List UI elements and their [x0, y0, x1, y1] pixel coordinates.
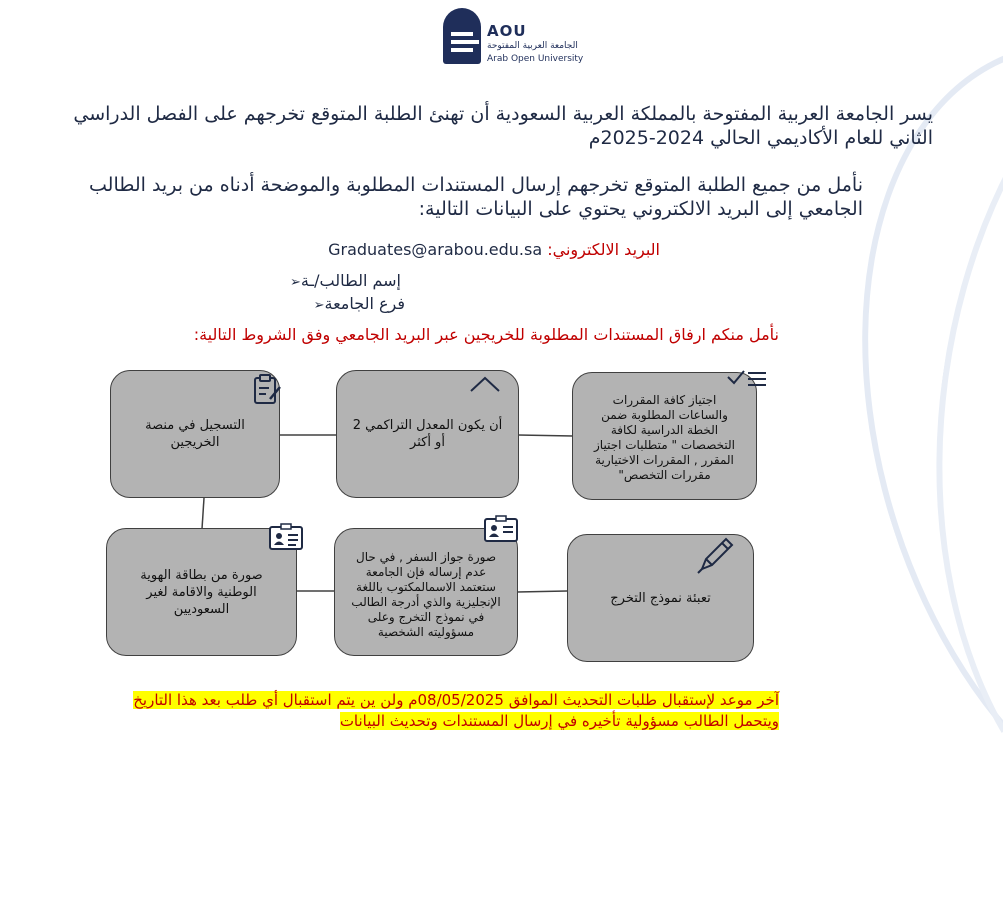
step-box-registration: [110, 370, 280, 498]
deadline-text: آخر موعد لإستقبال طلبات التحديث الموافق 08/05/2025م ولن ين يتم استقبال أي طلب بعد هذا التاريخ ويتحمل الطالب مسؤولية تأخيره في إرسال المستندات وتحديث البيانات: [133, 691, 779, 730]
request-paragraph: نأمل من جميع الطلبة المتوقع تخرجهم إرسال المستندات المطلوبة والموضحة أدناه من بريد الطالب الجامعي إلى البريد الالكتروني يحتوي على البيانات التالية:: [89, 174, 863, 220]
step-box-passport: [334, 528, 518, 656]
step-text: صورة من بطاقة الهوية الوطنية والاقامة لغير السعوديين: [140, 567, 263, 617]
arrow-bullet-icon: ➢: [313, 298, 325, 313]
chevron-up-icon: [469, 375, 501, 393]
checklist-icon: [726, 367, 770, 389]
email-address: Graduates@arabou.edu.sa: [328, 240, 543, 259]
conditions-heading: نأمل منكم ارفاق المستندات المطلوبة للخريجين عبر البريد الجامعي وفق الشروط التالية:: [193, 325, 779, 344]
logo-name-ar: الجامعة العربية المفتوحة: [487, 41, 578, 51]
intro-paragraph: يسر الجامعة العربية المفتوحة بالمملكة العربية السعودية أن تهنئ الطلبة المتوقع تخرجهم على الفصل الدراسي الثاني للعام الأكاديمي الحالي 2024-2025م: [73, 103, 933, 149]
step-box-courses: [572, 372, 757, 500]
bullet-text: إسم الطالب/ـة: [300, 271, 401, 290]
step-box-gpa: [336, 370, 519, 498]
arrow-bullet-icon: ➢: [289, 275, 301, 290]
logo-name-en: Arab Open University: [487, 54, 584, 64]
step-text: اجتياز كافة المقررات والساعات المطلوبة ضمن الخطة الدراسية لكافة التخصصات " متطلبات اجتياز المقرر , المقررات الاختيارية مقررات التخصص": [594, 393, 735, 482]
logo-abbr: AOU: [487, 22, 527, 40]
id-card-icon: [268, 523, 304, 553]
deadline-notice: [84, 690, 779, 732]
email-label: البريد الالكتروني:: [542, 240, 660, 259]
step-text: تعبئة نموذج التخرج: [610, 590, 711, 606]
step-box-id-card: [106, 528, 297, 656]
step-text: أن يكون المعدل التراكمي 2 أو أكثر: [352, 418, 503, 450]
pen-icon: [696, 535, 736, 575]
step-text: التسجيل في منصة الخريجين: [145, 418, 245, 450]
clipboard-edit-icon: [252, 373, 282, 405]
step-text: صورة جواز السفر , في حال عدم إرساله فإن الجامعة ستعتمد الاسمالمكتوب باللغة الإنجليزية والذي أدرجة الطالب في نموذج التخرج وعلى مسؤوليته الشخصية: [351, 550, 501, 639]
badge-icon: [483, 515, 519, 545]
step-box-form: [567, 534, 754, 662]
bullet-text: فرع الجامعة: [324, 294, 405, 313]
